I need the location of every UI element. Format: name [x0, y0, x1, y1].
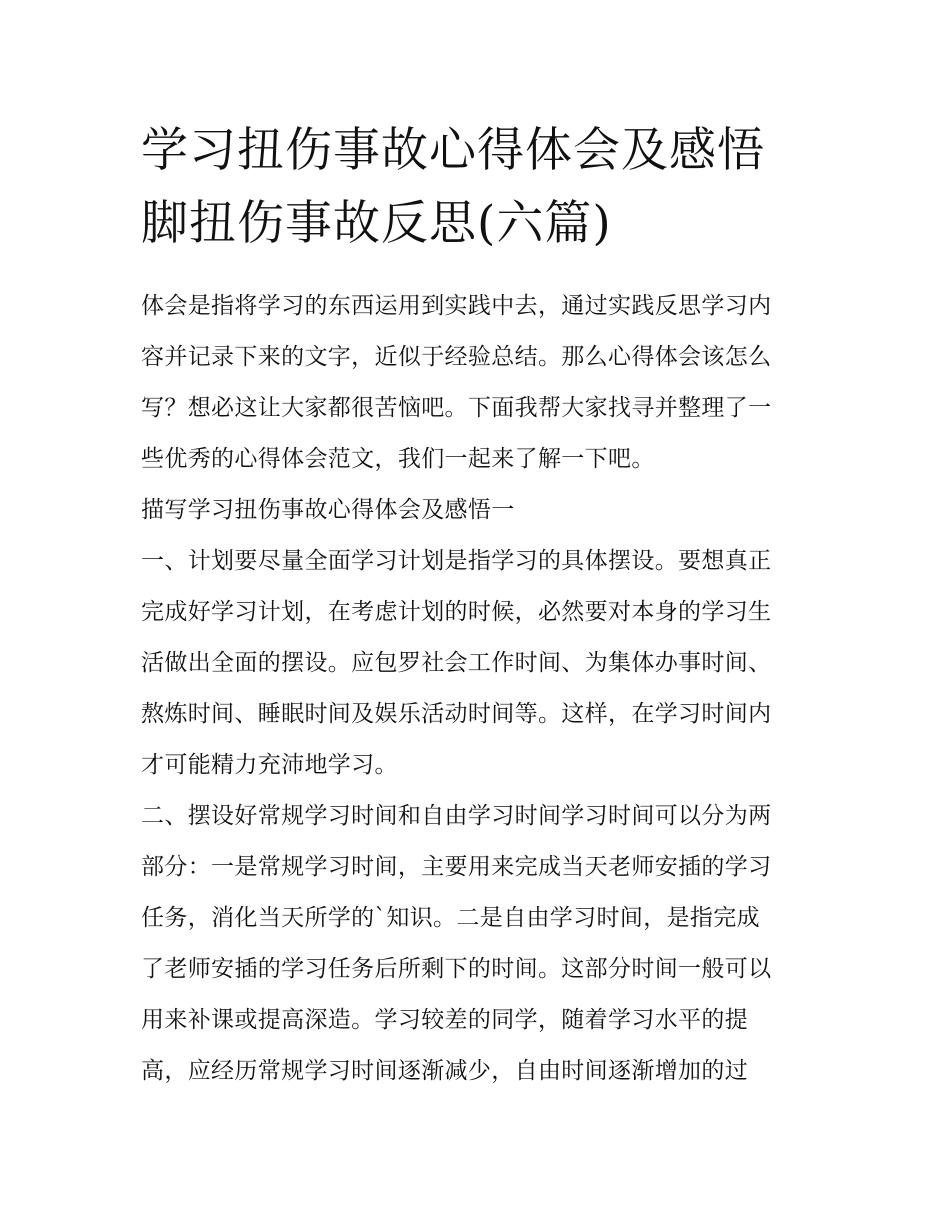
body-line-1: 体会是指将学习的东西运用到实践中去，通过实践反思学习内	[141, 293, 772, 319]
body-line-11: 二、摆设好常规学习时间和自由学习时间学习时间可以分为两	[141, 803, 772, 829]
body-line-15: 用来补课或提高深造。学习较差的同学，随着学习水平的提	[141, 1007, 749, 1033]
title-line-2: 脚扭伤事故反思(六篇)	[141, 196, 612, 251]
body-line-12: 部分：一是常规学习时间，主要用来完成当天老师安插的学习	[141, 854, 772, 880]
body-line-10: 才可能精力充沛地学习。	[141, 752, 398, 778]
body-line-3: 写？想必这让大家都很苦恼吧。下面我帮大家找寻并整理了一	[141, 395, 772, 421]
body-line-8: 活做出全面的摆设。应包罗社会工作时间、为集体办事时间、	[141, 650, 772, 676]
document-body	[141, 281, 813, 1097]
body-line-7: 完成好学习计划，在考虑计划的时候，必然要对本身的学习生	[141, 599, 772, 625]
body-line-6: 一、计划要尽量全面学习计划是指学习的具体摆设。要想真正	[141, 548, 772, 574]
document-title	[141, 114, 813, 260]
title-line-1: 学习扭伤事故心得体会及感悟	[141, 123, 765, 178]
body-line-4: 些优秀的心得体会范文，我们一起来了解一下吧。	[141, 446, 655, 472]
body-line-16: 高，应经历常规学习时间逐渐减少，自由时间逐渐增加的过	[141, 1058, 749, 1084]
body-line-13: 任务，消化当天所学的`知识。二是自由学习时间，是指完成	[141, 905, 760, 931]
document-content	[141, 114, 813, 1097]
body-line-14: 了老师安插的学习任务后所剩下的时间。这部分时间一般可以	[141, 956, 772, 982]
body-line-9: 熬炼时间、睡眠时间及娱乐活动时间等。这样，在学习时间内	[141, 701, 772, 727]
section-heading: 描写学习扭伤事故心得体会及感悟一	[141, 497, 515, 523]
body-line-2: 容并记录下来的文字，近似于经验总结。那么心得体会该怎么	[141, 344, 772, 370]
